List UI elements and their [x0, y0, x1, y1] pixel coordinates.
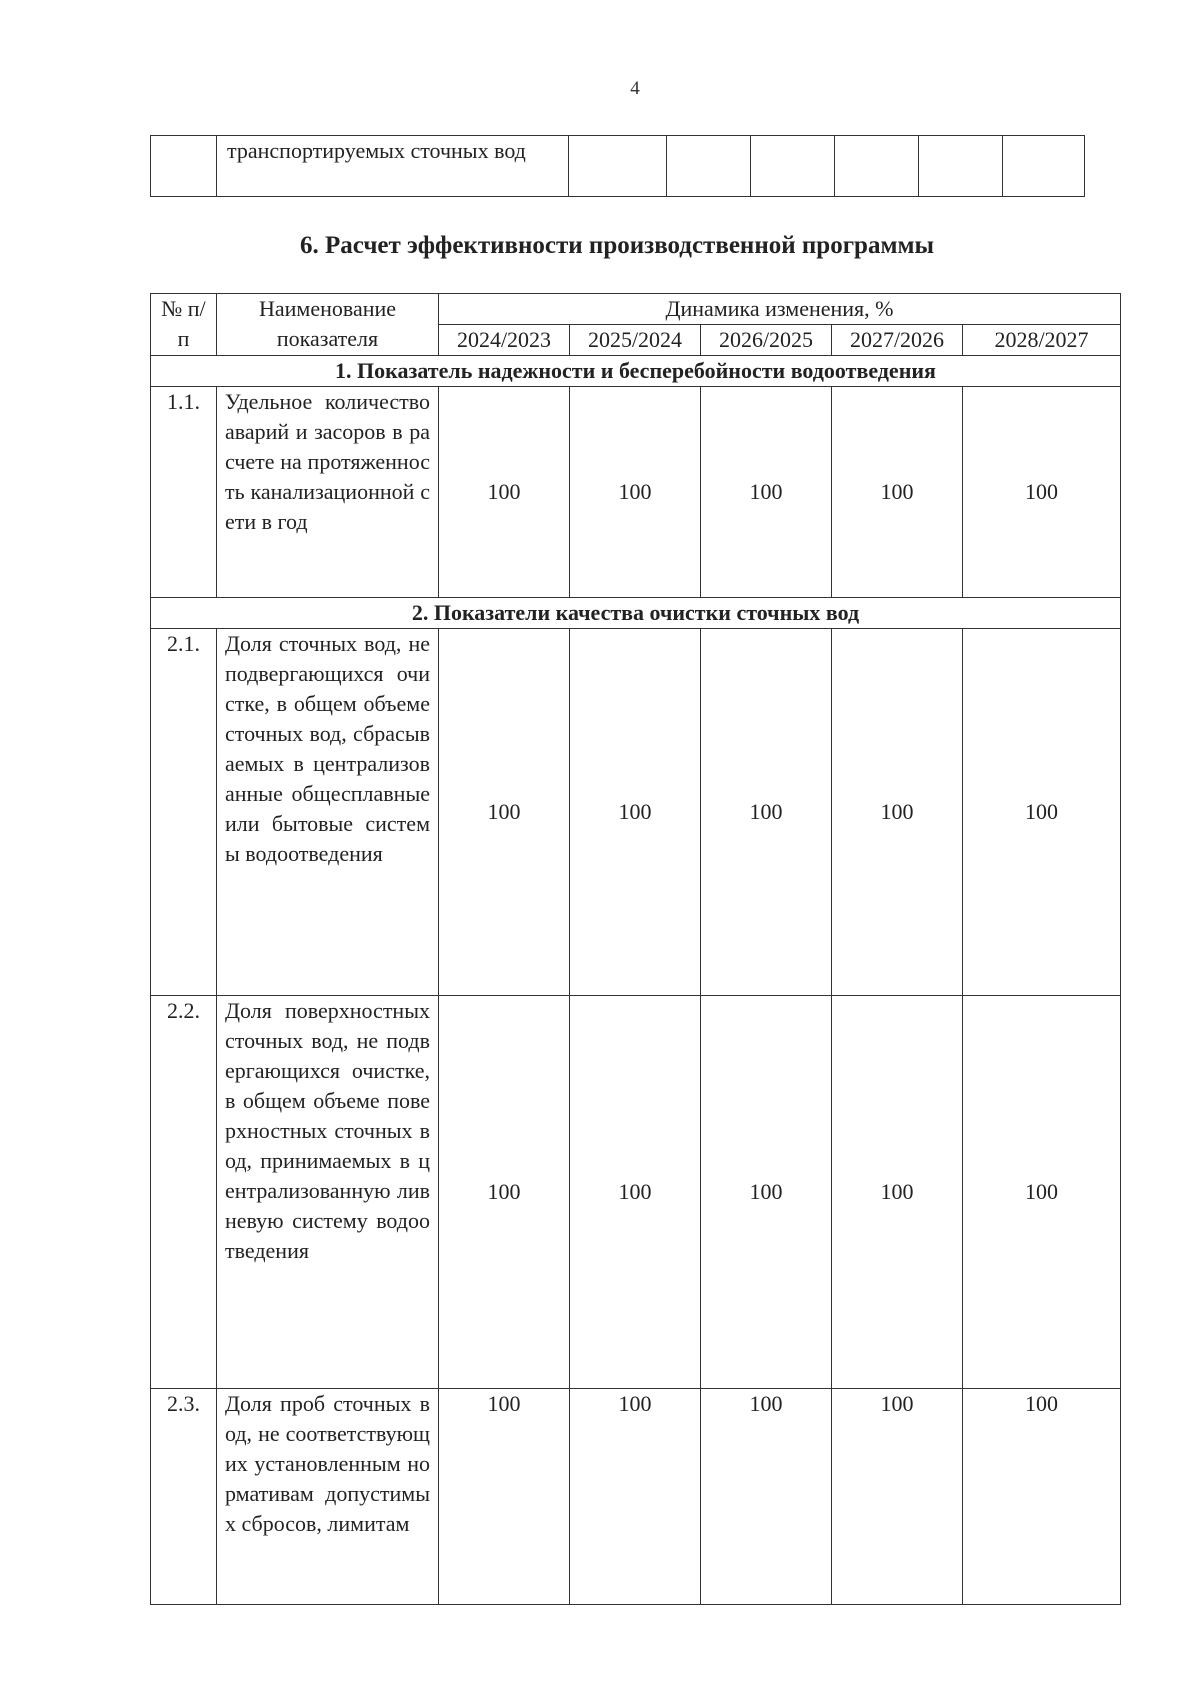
row-value: 100 [570, 387, 701, 598]
continuation-row [151, 136, 1085, 197]
continuation-empty-cell [835, 136, 919, 197]
header-period: 2026/2025 [701, 325, 832, 356]
row-value: 100 [832, 996, 963, 1389]
row-num: 2.1. [151, 629, 217, 996]
section-heading: 6. Расчет эффективности производственной программы [299, 232, 935, 259]
header-dynamics: Динамика изменения, % [439, 294, 1121, 325]
row-num: 1.1. [151, 387, 217, 598]
group-title: 1. Показатель надежности и бесперебойности водоотведения [151, 356, 1121, 387]
row-value: 100 [570, 629, 701, 996]
row-num: 2.2. [151, 996, 217, 1389]
continuation-empty-cell [751, 136, 835, 197]
row-value: 100 [963, 629, 1121, 996]
table-row [151, 387, 1121, 598]
continuation-table [150, 135, 1085, 197]
group-header-row [151, 598, 1121, 629]
row-value: 100 [570, 996, 701, 1389]
row-name: Доля проб сточных вод, не соответствующих установленным нормативам допустимых сбросов, лимитам [217, 1389, 439, 1605]
row-value: 100 [963, 996, 1121, 1389]
row-value: 100 [439, 996, 570, 1389]
continuation-empty-cell [667, 136, 751, 197]
group-header-row [151, 356, 1121, 387]
row-name: Доля сточных вод, не подвергающихся очистке, в общем объеме сточных вод, сбрасываемых в централизованные общесплавные или бытовые системы водоотведения [217, 629, 439, 996]
page-number: 4 [630, 78, 640, 99]
row-value: 100 [832, 629, 963, 996]
header-period: 2025/2024 [570, 325, 701, 356]
header-row [151, 294, 1121, 325]
row-value: 100 [439, 1389, 570, 1605]
table-row [151, 629, 1121, 996]
row-num: 2.3. [151, 1389, 217, 1605]
row-name: Удельное количество аварий и засоров в расчете на протяженность канализационной сети в год [217, 387, 439, 598]
continuation-name-cell: транспортируемых сточных вод [217, 136, 569, 197]
row-value: 100 [701, 629, 832, 996]
header-num: № п/п [151, 294, 217, 356]
row-value: 100 [701, 996, 832, 1389]
continuation-empty-cell [1003, 136, 1085, 197]
header-period: 2028/2027 [963, 325, 1121, 356]
header-period: 2027/2026 [832, 325, 963, 356]
continuation-empty-cell [919, 136, 1003, 197]
efficiency-table [150, 293, 1121, 1605]
table-row [151, 996, 1121, 1389]
row-value: 100 [439, 387, 570, 598]
row-value: 100 [963, 387, 1121, 598]
row-value: 100 [832, 387, 963, 598]
row-value: 100 [701, 1389, 832, 1605]
continuation-num-cell [151, 136, 217, 197]
header-name: Наименование показателя [217, 294, 439, 356]
row-value: 100 [570, 1389, 701, 1605]
row-value: 100 [701, 387, 832, 598]
row-value: 100 [832, 1389, 963, 1605]
table-row [151, 1389, 1121, 1605]
row-value: 100 [439, 629, 570, 996]
continuation-empty-cell [569, 136, 667, 197]
row-name: Доля поверхностных сточных вод, не подвергающихся очистке, в общем объеме поверхностных сточных вод, принимаемых в централизованную ливневую систему водоотведения [217, 996, 439, 1389]
row-value: 100 [963, 1389, 1121, 1605]
header-period: 2024/2023 [439, 325, 570, 356]
group-title: 2. Показатели качества очистки сточных вод [151, 598, 1121, 629]
